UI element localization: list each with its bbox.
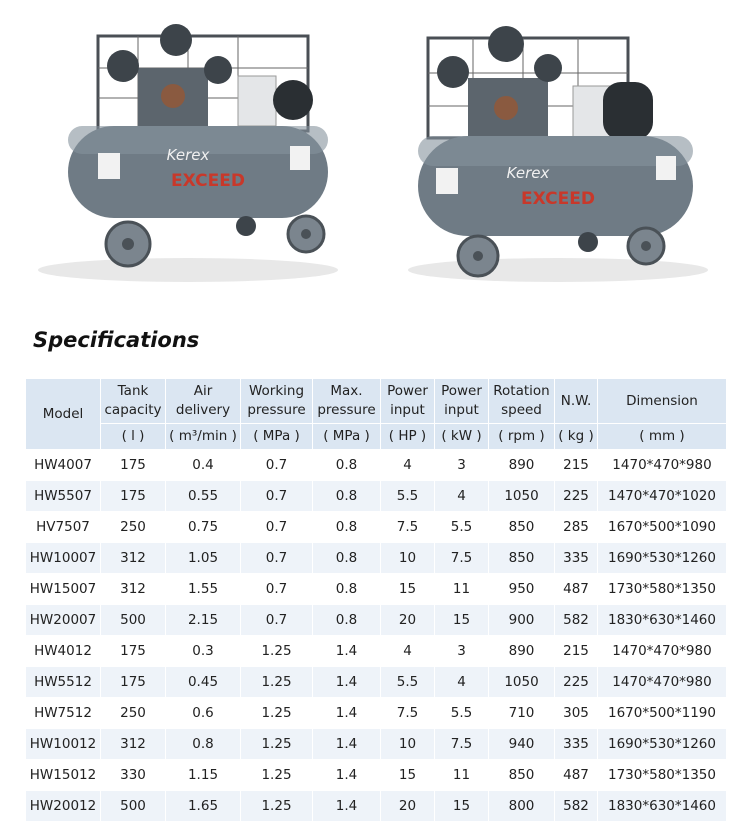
- cell-tank-capacity: 312: [101, 543, 166, 574]
- cell-dimension: 1730*580*1350: [598, 760, 727, 791]
- table-row: [26, 543, 727, 574]
- header-model-line: Model: [42, 405, 84, 422]
- cell-model: HV7507: [26, 512, 101, 543]
- cell-rotation-speed: 850: [489, 512, 555, 543]
- cell-dimension: 1830*630*1460: [598, 791, 727, 822]
- cell-power-kw: 5.5: [435, 698, 489, 729]
- compressor-illustration-2: [398, 8, 718, 290]
- table-row: [26, 450, 727, 481]
- cell-air-delivery: 0.75: [166, 512, 241, 543]
- compressor-photo-1: [28, 8, 348, 290]
- cell-model: HW10007: [26, 543, 101, 574]
- cell-dimension: 1470*470*980: [598, 450, 727, 481]
- compressor-illustration-1: [28, 8, 348, 290]
- cell-max-pressure: 0.8: [313, 605, 381, 636]
- cell-tank-capacity: 330: [101, 760, 166, 791]
- cell-tank-capacity: 250: [101, 512, 166, 543]
- cell-net-weight: 225: [555, 667, 598, 698]
- cell-rotation-speed: 890: [489, 450, 555, 481]
- cell-model: HW4007: [26, 450, 101, 481]
- cell-air-delivery: 2.15: [166, 605, 241, 636]
- header-tank-capacity: [101, 379, 166, 424]
- cell-model: HW20012: [26, 791, 101, 822]
- cell-working-pressure: 1.25: [241, 698, 313, 729]
- cell-rotation-speed: 1050: [489, 481, 555, 512]
- cell-working-pressure: 0.7: [241, 605, 313, 636]
- table-row: [26, 760, 727, 791]
- cell-power-hp: 5.5: [381, 667, 435, 698]
- cell-tank-capacity: 175: [101, 481, 166, 512]
- cell-power-hp: 4: [381, 636, 435, 667]
- cell-model: HW15007: [26, 574, 101, 605]
- header-max-pressure-line: Max.: [330, 383, 363, 399]
- table-row: [26, 729, 727, 760]
- cell-power-hp: 7.5: [381, 698, 435, 729]
- unit-rotation-speed: ( rpm ): [489, 424, 555, 450]
- cell-model: HW5512: [26, 667, 101, 698]
- unit-dimension: ( mm ): [598, 424, 727, 450]
- header-net-weight-line: N.W.: [560, 392, 592, 409]
- header-rotation-speed: [489, 379, 555, 424]
- cell-rotation-speed: 1050: [489, 667, 555, 698]
- cell-rotation-speed: 710: [489, 698, 555, 729]
- cell-max-pressure: 1.4: [313, 636, 381, 667]
- cell-power-kw: 3: [435, 450, 489, 481]
- header-tank-capacity-line: capacity: [104, 402, 162, 418]
- header-max-pressure-line: pressure: [317, 402, 376, 418]
- cell-max-pressure: 1.4: [313, 698, 381, 729]
- table-row: [26, 512, 727, 543]
- table-row: [26, 698, 727, 729]
- cell-rotation-speed: 950: [489, 574, 555, 605]
- unit-max-pressure: ( MPa ): [313, 424, 381, 450]
- cell-dimension: 1470*470*1020: [598, 481, 727, 512]
- cell-max-pressure: 1.4: [313, 791, 381, 822]
- compressor-photo-2: [398, 8, 718, 290]
- cell-rotation-speed: 890: [489, 636, 555, 667]
- cell-rotation-speed: 940: [489, 729, 555, 760]
- cell-air-delivery: 1.65: [166, 791, 241, 822]
- brand-label-1: Kerex: [166, 146, 210, 164]
- cell-power-hp: 15: [381, 574, 435, 605]
- header-air-delivery: [166, 379, 241, 424]
- cell-tank-capacity: 250: [101, 698, 166, 729]
- header-tank-capacity-line: Tank: [117, 383, 149, 399]
- header-working-pressure-line: pressure: [247, 402, 306, 418]
- cell-max-pressure: 1.4: [313, 760, 381, 791]
- header-working-pressure-line: Working: [248, 383, 305, 399]
- product-photos: [0, 0, 743, 300]
- cell-power-kw: 11: [435, 574, 489, 605]
- cell-power-kw: 7.5: [435, 729, 489, 760]
- cell-air-delivery: 0.4: [166, 450, 241, 481]
- cell-working-pressure: 1.25: [241, 636, 313, 667]
- cell-air-delivery: 1.55: [166, 574, 241, 605]
- cell-air-delivery: 0.3: [166, 636, 241, 667]
- header-rotation-speed-line: speed: [501, 402, 542, 418]
- header-working-pressure: [241, 379, 313, 424]
- cell-power-kw: 3: [435, 636, 489, 667]
- header-power-hp: [381, 379, 435, 424]
- header-power-kw-line: input: [444, 402, 479, 418]
- table-row: [26, 791, 727, 822]
- cell-dimension: 1670*500*1090: [598, 512, 727, 543]
- unit-working-pressure: ( MPa ): [241, 424, 313, 450]
- cell-tank-capacity: 312: [101, 574, 166, 605]
- cell-air-delivery: 0.8: [166, 729, 241, 760]
- cell-working-pressure: 1.25: [241, 667, 313, 698]
- unit-net-weight: ( kg ): [555, 424, 598, 450]
- cell-dimension: 1470*470*980: [598, 667, 727, 698]
- cell-air-delivery: 0.55: [166, 481, 241, 512]
- header-power-kw-line: Power: [441, 383, 482, 399]
- cell-power-kw: 15: [435, 791, 489, 822]
- cell-dimension: 1730*580*1350: [598, 574, 727, 605]
- table-row: [26, 636, 727, 667]
- cell-power-hp: 20: [381, 605, 435, 636]
- cell-dimension: 1690*530*1260: [598, 543, 727, 574]
- cell-working-pressure: 1.25: [241, 791, 313, 822]
- header-air-delivery-line: Air: [193, 383, 213, 399]
- cell-tank-capacity: 175: [101, 450, 166, 481]
- header-power-hp-line: Power: [387, 383, 428, 399]
- cell-working-pressure: 1.25: [241, 760, 313, 791]
- section-title: Specifications: [33, 328, 200, 352]
- cell-power-hp: 10: [381, 543, 435, 574]
- header-rotation-speed-line: Rotation: [493, 383, 550, 399]
- cell-max-pressure: 1.4: [313, 667, 381, 698]
- cell-net-weight: 582: [555, 605, 598, 636]
- cell-working-pressure: 0.7: [241, 450, 313, 481]
- cell-net-weight: 487: [555, 574, 598, 605]
- cell-model: HW4012: [26, 636, 101, 667]
- cell-power-kw: 11: [435, 760, 489, 791]
- cell-net-weight: 225: [555, 481, 598, 512]
- unit-power-hp: ( HP ): [381, 424, 435, 450]
- cell-max-pressure: 0.8: [313, 574, 381, 605]
- cell-air-delivery: 1.05: [166, 543, 241, 574]
- cell-air-delivery: 0.6: [166, 698, 241, 729]
- cell-power-hp: 7.5: [381, 512, 435, 543]
- unit-air-delivery: ( m³/min ): [166, 424, 241, 450]
- cell-rotation-speed: 850: [489, 543, 555, 574]
- header-dimension: [598, 379, 727, 424]
- cell-power-kw: 4: [435, 481, 489, 512]
- model-word-1: EXCEED: [171, 171, 245, 191]
- cell-working-pressure: 0.7: [241, 543, 313, 574]
- cell-max-pressure: 0.8: [313, 543, 381, 574]
- brand-label-2: Kerex: [506, 164, 550, 182]
- cell-model: HW10012: [26, 729, 101, 760]
- cell-max-pressure: 0.8: [313, 481, 381, 512]
- table-header: [26, 379, 727, 450]
- cell-power-hp: 10: [381, 729, 435, 760]
- cell-working-pressure: 0.7: [241, 481, 313, 512]
- cell-power-hp: 15: [381, 760, 435, 791]
- model-word-2: EXCEED: [521, 189, 595, 209]
- cell-rotation-speed: 800: [489, 791, 555, 822]
- header-dimension-line: Dimension: [626, 392, 698, 409]
- cell-net-weight: 335: [555, 543, 598, 574]
- cell-power-hp: 20: [381, 791, 435, 822]
- cell-tank-capacity: 175: [101, 636, 166, 667]
- table-row: [26, 574, 727, 605]
- unit-tank-capacity: ( l ): [101, 424, 166, 450]
- header-max-pressure: [313, 379, 381, 424]
- cell-power-kw: 5.5: [435, 512, 489, 543]
- cell-model: HW15012: [26, 760, 101, 791]
- unit-power-kw: ( kW ): [435, 424, 489, 450]
- header-power-hp-line: input: [390, 402, 425, 418]
- cell-net-weight: 487: [555, 760, 598, 791]
- cell-working-pressure: 0.7: [241, 574, 313, 605]
- header-net-weight: [555, 379, 598, 424]
- cell-power-kw: 7.5: [435, 543, 489, 574]
- cell-power-hp: 5.5: [381, 481, 435, 512]
- cell-max-pressure: 0.8: [313, 450, 381, 481]
- cell-net-weight: 215: [555, 450, 598, 481]
- header-air-delivery-line: delivery: [175, 402, 231, 418]
- table-body: [26, 450, 727, 822]
- cell-dimension: 1470*470*980: [598, 636, 727, 667]
- cell-tank-capacity: 175: [101, 667, 166, 698]
- cell-air-delivery: 0.45: [166, 667, 241, 698]
- cell-model: HW7512: [26, 698, 101, 729]
- cell-rotation-speed: 850: [489, 760, 555, 791]
- cell-net-weight: 305: [555, 698, 598, 729]
- cell-model: HW20007: [26, 605, 101, 636]
- cell-dimension: 1670*500*1190: [598, 698, 727, 729]
- cell-working-pressure: 0.7: [241, 512, 313, 543]
- cell-dimension: 1690*530*1260: [598, 729, 727, 760]
- cell-net-weight: 582: [555, 791, 598, 822]
- cell-tank-capacity: 312: [101, 729, 166, 760]
- cell-model: HW5507: [26, 481, 101, 512]
- specifications-table: [25, 378, 727, 822]
- cell-net-weight: 215: [555, 636, 598, 667]
- header-power-kw: [435, 379, 489, 424]
- cell-dimension: 1830*630*1460: [598, 605, 727, 636]
- table-row: [26, 667, 727, 698]
- cell-rotation-speed: 900: [489, 605, 555, 636]
- cell-air-delivery: 1.15: [166, 760, 241, 791]
- cell-power-hp: 4: [381, 450, 435, 481]
- cell-net-weight: 335: [555, 729, 598, 760]
- cell-working-pressure: 1.25: [241, 729, 313, 760]
- cell-max-pressure: 0.8: [313, 512, 381, 543]
- cell-power-kw: 4: [435, 667, 489, 698]
- cell-power-kw: 15: [435, 605, 489, 636]
- cell-tank-capacity: 500: [101, 605, 166, 636]
- table-row: [26, 481, 727, 512]
- header-model: [26, 379, 101, 450]
- table-row: [26, 605, 727, 636]
- cell-max-pressure: 1.4: [313, 729, 381, 760]
- cell-tank-capacity: 500: [101, 791, 166, 822]
- cell-net-weight: 285: [555, 512, 598, 543]
